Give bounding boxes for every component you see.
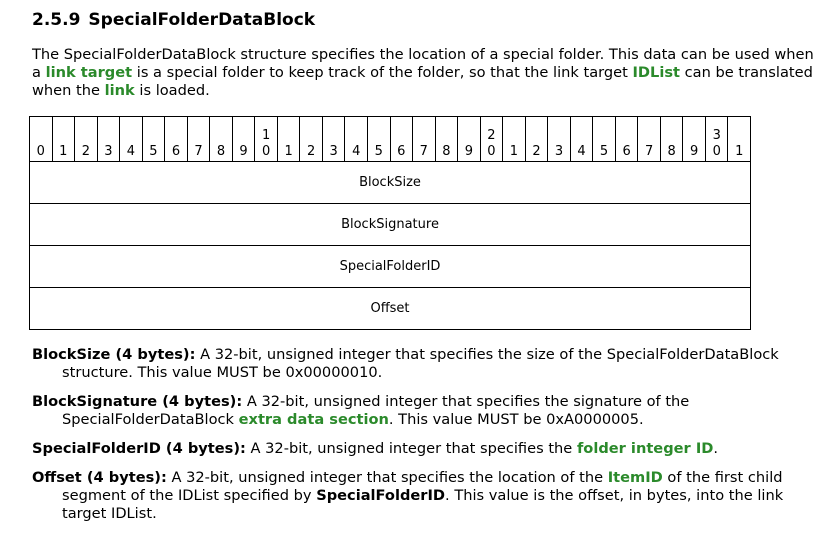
bit-ones-digit: 0	[36, 144, 45, 159]
field-row	[30, 204, 751, 246]
bit-cell	[593, 117, 616, 162]
bit-ones-digit: 9	[239, 144, 248, 159]
bit-tens-digit	[638, 128, 660, 144]
bit-ones-digit: 4	[126, 144, 136, 159]
bit-tens-digit: 1	[261, 128, 271, 143]
definition-text: A 32-bit, unsigned integer that specifies the size of the SpecialFolderDataBlock structure. This value MUST be 0x00000010.	[62, 346, 779, 381]
bit-tens-digit	[143, 128, 165, 144]
definition-text: A 32-bit, unsigned integer that specifies the signature of the SpecialFolderDataBlock	[62, 393, 690, 428]
bit-ones-digit: 8	[216, 144, 226, 159]
bit-tens-digit	[391, 128, 413, 144]
intro-text: is loaded.	[134, 82, 210, 99]
bit-tens-digit	[526, 128, 548, 144]
special-folder-id-reference: SpecialFolderID	[316, 487, 446, 504]
bit-ones-digit: 3	[329, 144, 338, 159]
bit-cell	[30, 117, 53, 162]
bit-tens-digit	[98, 128, 120, 144]
bit-cell	[345, 117, 368, 162]
definition-special-folder-id	[32, 440, 822, 458]
bit-tens-digit	[413, 128, 435, 144]
bit-cell	[728, 117, 751, 162]
bit-ones-digit: 4	[577, 144, 586, 159]
definition-text: of the first child segment of the IDList specified by	[62, 469, 783, 504]
bit-cell	[255, 117, 278, 162]
bit-ones-digit: 7	[194, 144, 203, 159]
bit-cell	[413, 117, 436, 162]
bit-ones-digit: 0	[712, 144, 721, 159]
bit-ones-digit: 1	[509, 144, 519, 159]
bit-ones-digit: 8	[442, 144, 451, 159]
bit-ones-digit: 1	[59, 144, 68, 159]
bit-tens-digit	[571, 128, 593, 144]
bit-tens-digit	[233, 128, 255, 144]
definition-text: A 32-bit, unsigned integer that specifies the location of the	[166, 469, 608, 486]
bit-tens-digit	[53, 128, 75, 144]
bit-cell	[52, 117, 75, 162]
bit-ones-digit: 6	[171, 144, 181, 159]
bit-cell	[367, 117, 390, 162]
bit-tens-digit	[323, 128, 345, 144]
bit-ones-digit: 3	[554, 144, 564, 159]
bit-cell	[142, 117, 165, 162]
bit-cell	[277, 117, 300, 162]
field-block-signature: BlockSignature	[30, 204, 751, 246]
bit-ones-digit: 0	[487, 144, 496, 159]
bit-ones-digit: 8	[667, 144, 676, 159]
bit-tens-digit	[300, 128, 322, 144]
bit-tens-digit	[188, 128, 210, 144]
section-number: 2.5.9	[32, 10, 81, 30]
bit-ones-digit: 6	[397, 144, 406, 159]
bit-tens-digit	[30, 128, 52, 144]
section-title: SpecialFolderDataBlock	[88, 10, 316, 30]
bit-cell	[458, 117, 481, 162]
bit-tens-digit	[165, 128, 187, 144]
bit-tens-digit	[458, 128, 480, 144]
definition-block-signature	[32, 393, 822, 429]
bit-tens-digit	[436, 128, 458, 144]
bit-ones-digit: 7	[419, 144, 428, 159]
itemid-link[interactable]: ItemID	[607, 469, 663, 486]
bit-cell	[503, 117, 526, 162]
bit-cell	[435, 117, 458, 162]
bit-tens-digit: 2	[487, 128, 496, 143]
bit-cell	[570, 117, 593, 162]
bit-tens-digit	[75, 128, 97, 144]
field-special-folder-id: SpecialFolderID	[30, 246, 751, 288]
field-offset: Offset	[30, 288, 751, 330]
bit-ones-digit: 5	[149, 144, 158, 159]
structure-diagram	[29, 116, 751, 330]
bit-cell	[390, 117, 413, 162]
bit-tens-digit	[120, 128, 142, 144]
bit-cell	[322, 117, 345, 162]
definition-term: BlockSignature (4 bytes):	[32, 393, 243, 410]
bit-ones-digit: 1	[284, 144, 293, 159]
bit-ones-digit: 3	[104, 144, 113, 159]
bit-ones-digit: 5	[374, 144, 383, 159]
bit-cell	[705, 117, 728, 162]
section-heading	[32, 10, 315, 30]
bit-ones-digit: 2	[307, 144, 316, 159]
field-row	[30, 288, 751, 330]
field-row	[30, 162, 751, 204]
definition-text: A 32-bit, unsigned integer that specifies the	[245, 440, 577, 457]
bit-cell	[120, 117, 143, 162]
field-block-size: BlockSize	[30, 162, 751, 204]
definition-text: . This value is the offset, in bytes, into the link target IDList.	[62, 487, 784, 522]
bit-tens-digit	[368, 128, 390, 144]
bit-cell	[232, 117, 255, 162]
intro-paragraph	[32, 46, 822, 100]
intro-text: is a special folder to keep track of the folder, so that the link target	[132, 64, 633, 81]
link-link[interactable]: link	[104, 82, 135, 99]
bit-ones-digit: 6	[622, 144, 631, 159]
bit-tens-digit	[593, 128, 615, 144]
bit-cell	[525, 117, 548, 162]
bit-cell	[75, 117, 98, 162]
definition-term: Offset (4 bytes):	[32, 469, 167, 486]
bit-cell	[683, 117, 706, 162]
definition-term: SpecialFolderID (4 bytes):	[32, 440, 246, 457]
bit-ones-digit: 9	[690, 144, 699, 159]
definition-block-size	[32, 346, 822, 382]
bit-ones-digit: 7	[644, 144, 654, 159]
extra-data-section-link[interactable]: extra data section	[238, 411, 389, 428]
definition-text: .	[713, 440, 719, 457]
intro-text: can be translated when the	[32, 64, 813, 99]
bit-header-row	[30, 117, 751, 162]
bit-ones-digit: 5	[599, 144, 609, 159]
field-row	[30, 246, 751, 288]
definition-text: . This value MUST be 0xA0000005.	[388, 411, 644, 428]
bit-ones-digit: 2	[532, 144, 541, 159]
bit-tens-digit	[661, 128, 683, 144]
bit-tens-digit	[616, 128, 638, 144]
bit-tens-digit: 3	[712, 128, 721, 143]
bit-tens-digit	[278, 128, 300, 144]
bit-ones-digit: 0	[261, 144, 271, 159]
definition-term: BlockSize (4 bytes):	[32, 346, 196, 363]
bit-tens-digit	[210, 128, 232, 144]
bit-cell	[480, 117, 503, 162]
bit-tens-digit	[728, 128, 750, 144]
bit-tens-digit	[503, 128, 525, 144]
bit-ones-digit: 4	[352, 144, 361, 159]
bit-cell	[300, 117, 323, 162]
bit-cell	[187, 117, 210, 162]
folder-integer-id-link[interactable]: folder integer ID	[576, 440, 714, 457]
definition-offset	[32, 469, 822, 523]
bit-cell	[97, 117, 120, 162]
bit-cell	[660, 117, 683, 162]
bit-cell	[615, 117, 638, 162]
idlist-link[interactable]: IDList	[632, 64, 681, 81]
bit-tens-digit	[345, 128, 367, 144]
link-target-link[interactable]: link target	[45, 64, 133, 81]
intro-text: The SpecialFolderDataBlock structure specifies the location of a special folder. This data can be used when a	[32, 46, 814, 81]
bit-cell	[210, 117, 233, 162]
bit-cell	[548, 117, 571, 162]
field-definitions	[32, 346, 822, 534]
bit-ones-digit: 2	[81, 144, 90, 159]
bit-ones-digit: 9	[464, 144, 473, 159]
bit-tens-digit	[683, 128, 705, 144]
bit-cell	[638, 117, 661, 162]
bit-cell	[165, 117, 188, 162]
bit-ones-digit: 1	[735, 144, 744, 159]
bit-tens-digit	[548, 128, 570, 144]
